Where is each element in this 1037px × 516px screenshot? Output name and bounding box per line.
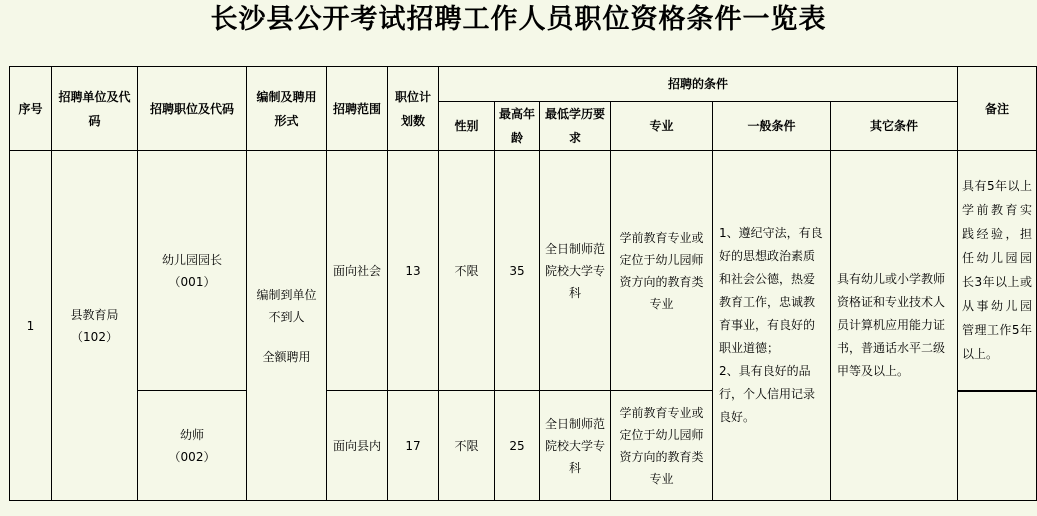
seq-cell: 1 (10, 151, 52, 501)
gender-cell: 不限 (439, 391, 495, 501)
header-education: 最低学历要求 (540, 102, 611, 151)
unit-code: （102） (71, 329, 118, 344)
header-unit: 招聘单位及代码 (52, 67, 138, 151)
other-conditions-cell: 具有幼儿或小学教师资格证和专业技术人员计算机应用能力证书，普通话水平二级甲等及以上。 (831, 151, 958, 501)
max-age-cell: 25 (495, 391, 540, 501)
scope-cell: 面向县内 (327, 391, 388, 501)
page-title: 长沙县公开考试招聘工作人员职位资格条件一览表 (210, 4, 827, 35)
plan-cell: 17 (388, 391, 439, 501)
position-code: （001） (168, 274, 216, 289)
header-note: 备注 (958, 67, 1037, 151)
staffing-line1: 编制到单位不到人 (256, 287, 317, 324)
position-name: 幼儿园园长 (161, 252, 222, 267)
staffing-cell (247, 151, 327, 501)
header-gender: 性别 (439, 102, 495, 151)
position-cell (138, 391, 247, 501)
position-cell (138, 151, 247, 391)
header-max-age: 最高年龄 (495, 102, 540, 151)
header-position: 招聘职位及代码 (138, 67, 247, 151)
header-conditions: 招聘的条件 (439, 67, 958, 102)
unit-cell (52, 151, 138, 501)
plan-cell: 13 (388, 151, 439, 391)
max-age-cell: 35 (495, 151, 540, 391)
header-other: 其它条件 (831, 102, 958, 151)
header-plan: 职位计划数 (388, 67, 439, 151)
header-staffing: 编制及聘用形式 (247, 67, 327, 151)
staffing-line2: 全额聘用 (262, 349, 311, 364)
note-cell: 具有5年以上学前教育实践经验，担任幼儿园园长3年以上或从事幼儿园管理工作5年以上。 (958, 151, 1037, 391)
education-cell: 全日制师范院校大学专科 (540, 391, 611, 501)
header-seq: 序号 (10, 67, 52, 151)
major-cell: 学前教育专业或定位于幼儿园师资方向的教育类专业 (611, 151, 713, 391)
general-conditions-cell: 1、遵纪守法，有良好的思想政治素质和社会公德，热爱教育工作，忠诚教育事业，有良好的职业道德； 2、具有良好的品行，个人信用记录良好。 (713, 151, 831, 501)
education-cell: 全日制师范院校大学专科 (540, 151, 611, 391)
scope-cell: 面向社会 (327, 151, 388, 391)
header-scope: 招聘范围 (327, 67, 388, 151)
major-cell: 学前教育专业或定位于幼儿园师资方向的教育类专业 (611, 391, 713, 501)
header-major: 专业 (611, 102, 713, 151)
position-name: 幼师 (179, 427, 204, 442)
table-row (10, 151, 1037, 391)
unit-name: 县教育局 (70, 307, 119, 322)
qualification-table (9, 66, 1037, 501)
note-cell (958, 391, 1037, 501)
header-general: 一般条件 (713, 102, 831, 151)
gender-cell: 不限 (439, 151, 495, 391)
position-code: （002） (168, 449, 216, 464)
